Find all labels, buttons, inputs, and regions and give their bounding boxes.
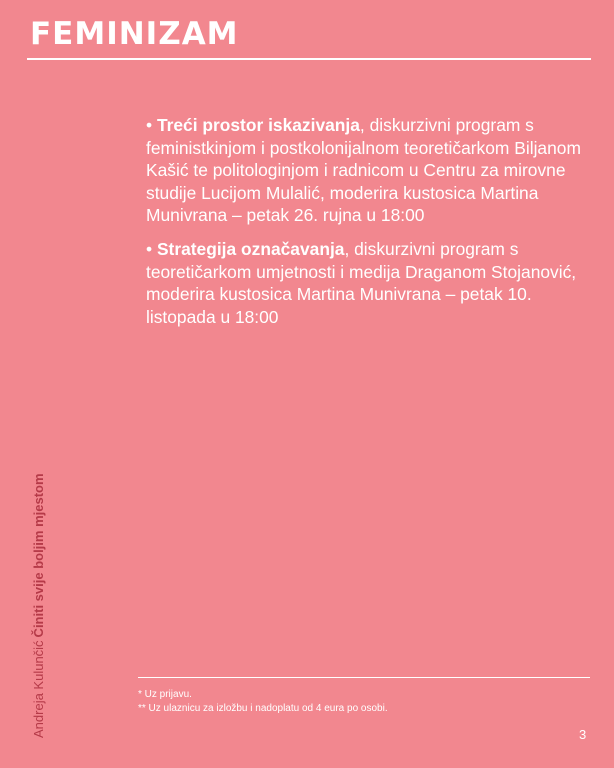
caption-work-title: Činiti svije boljim mjestom xyxy=(31,473,46,638)
event-description: , diskurzivni program s teoretičarkom umjetnosti i medija Draganom Stojanović, moderira kustosica Martina Munivrana – petak 10. listopada u 18:00 xyxy=(146,238,577,327)
header-divider xyxy=(27,58,591,60)
event-list xyxy=(146,114,586,339)
footnote-divider xyxy=(138,677,590,678)
event-description: , diskurzivni program s feministkinjom i postkolonijalnom teoretičarkom Biljanom Kašić te politologinjom i radnicom u Centru za mirovne studije Lucijom Mulalić, moderira kustosica Martina Munivrana – petak 26. rujna u 18:00 xyxy=(146,115,581,226)
event-item xyxy=(146,238,586,328)
footnotes xyxy=(138,688,388,716)
event-bullet: • xyxy=(146,115,153,135)
event-item xyxy=(146,114,586,227)
page-title: FEMINIZAM xyxy=(30,16,239,52)
event-bullet: • xyxy=(146,238,153,259)
event-title: Strategija označavanja xyxy=(156,238,345,259)
side-caption xyxy=(31,473,47,738)
footnote: * Uz prijavu. xyxy=(138,689,192,700)
caption-author: Andreja Kulunčić xyxy=(31,640,46,738)
event-title: Treći prostor iskazivanja xyxy=(156,115,360,135)
footnote: ** Uz ulaznicu za izložbu i nadoplatu od 4 eura po osobi. xyxy=(138,703,388,714)
page-number: 3 xyxy=(579,727,587,742)
